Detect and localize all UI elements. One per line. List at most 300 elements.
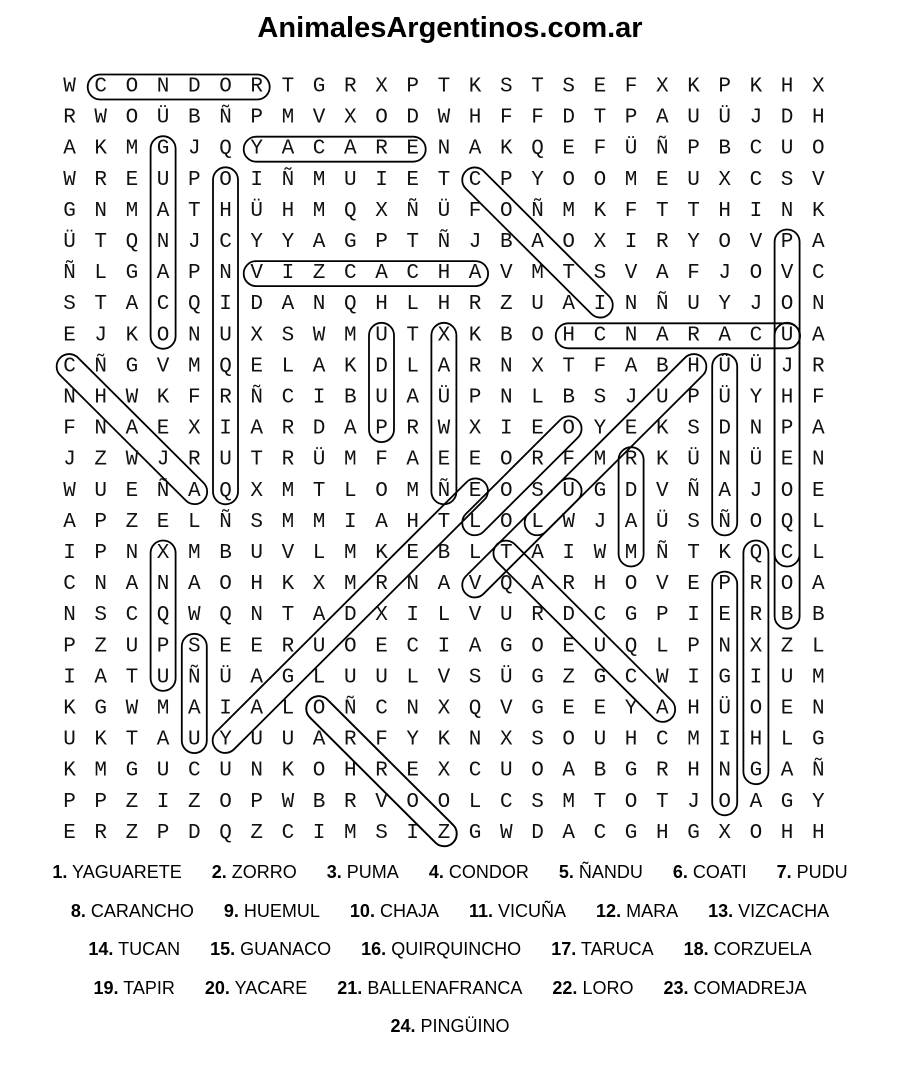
grid-letter[interactable]: M [624,542,638,565]
grid-letter[interactable]: A [343,417,357,441]
grid-letter[interactable]: R [250,75,264,99]
grid-letter[interactable]: G [531,666,544,690]
grid-letter[interactable]: F [499,106,513,130]
grid-letter[interactable]: Ü [624,137,638,161]
grid-letter[interactable]: Z [437,821,451,845]
grid-letter[interactable]: I [63,666,76,690]
grid-letter[interactable]: Ñ [437,479,451,503]
grid-letter[interactable]: Ñ [343,697,357,721]
grid-letter[interactable]: L [187,510,201,534]
grid-letter[interactable]: H [687,355,700,379]
grid-letter[interactable]: Y [250,231,264,254]
grid-letter[interactable]: I [499,417,513,441]
grid-letter[interactable]: A [562,293,576,317]
grid-letter[interactable]: U [343,666,357,690]
grid-letter[interactable]: M [312,199,326,223]
grid-letter[interactable]: Ü [499,666,513,690]
grid-letter[interactable]: X [343,106,357,130]
grid-letter[interactable]: F [687,262,700,286]
grid-letter[interactable]: X [655,75,669,99]
grid-letter[interactable]: H [687,759,700,783]
grid-letter[interactable]: X [811,75,825,99]
grid-letter[interactable]: O [531,635,544,659]
grid-letter[interactable]: T [406,231,420,254]
grid-letter[interactable]: K [655,448,669,472]
grid-letter[interactable]: K [437,728,451,752]
grid-letter[interactable]: U [343,168,357,192]
grid-letter[interactable]: U [562,479,576,503]
grid-letter[interactable]: Y [687,231,700,254]
grid-letter[interactable]: K [468,75,482,99]
grid-letter[interactable]: R [187,448,201,472]
grid-letter[interactable]: V [250,262,264,286]
grid-letter[interactable]: S [375,821,388,845]
grid-letter[interactable]: X [375,604,388,628]
grid-letter[interactable]: T [125,728,139,752]
grid-letter[interactable]: Q [624,635,638,659]
grid-letter[interactable]: N [250,604,264,628]
grid-letter[interactable]: V [655,479,669,503]
grid-letter[interactable]: R [531,448,544,472]
grid-letter[interactable]: N [811,293,825,317]
grid-letter[interactable]: C [811,262,825,286]
grid-letter[interactable]: N [94,573,108,597]
grid-letter[interactable]: E [655,168,669,192]
grid-letter[interactable]: B [655,355,669,379]
grid-letter[interactable]: P [156,821,170,845]
grid-letter[interactable]: R [749,573,763,597]
grid-letter[interactable]: D [780,106,794,130]
grid-letter[interactable]: A [811,324,825,348]
grid-letter[interactable]: P [718,75,732,99]
grid-letter[interactable]: C [499,790,513,814]
grid-letter[interactable]: A [468,262,482,286]
grid-letter[interactable]: G [749,759,763,783]
grid-letter[interactable]: V [499,262,513,286]
grid-letter[interactable]: X [187,417,201,441]
grid-letter[interactable]: A [655,697,669,721]
grid-letter[interactable]: U [687,293,700,317]
grid-letter[interactable]: P [250,106,264,130]
grid-letter[interactable]: Q [156,604,170,628]
grid-letter[interactable]: G [125,355,139,379]
grid-letter[interactable]: R [281,417,295,441]
grid-letter[interactable]: A [156,262,170,286]
grid-letter[interactable]: A [562,759,576,783]
grid-letter[interactable]: E [406,137,420,161]
grid-letter[interactable]: A [624,510,638,534]
grid-letter[interactable]: R [655,231,669,254]
grid-letter[interactable]: C [63,573,76,597]
grid-letter[interactable]: L [312,542,326,565]
grid-letter[interactable]: A [468,635,482,659]
grid-letter[interactable]: Ü [312,448,326,472]
grid-letter[interactable]: L [281,697,295,721]
grid-letter[interactable]: U [156,666,170,690]
grid-letter[interactable]: G [499,635,513,659]
grid-letter[interactable]: A [811,573,825,597]
grid-letter[interactable]: R [219,386,232,410]
grid-letter[interactable]: H [624,728,638,752]
grid-letter[interactable]: T [94,231,108,254]
grid-letter[interactable]: Ñ [156,479,170,503]
grid-letter[interactable]: C [749,137,763,161]
grid-letter[interactable]: S [531,790,544,814]
grid-letter[interactable]: H [437,293,451,317]
grid-letter[interactable]: S [780,168,794,192]
grid-letter[interactable]: Z [780,635,794,659]
grid-letter[interactable]: F [63,417,76,441]
grid-letter[interactable]: N [406,573,420,597]
grid-letter[interactable]: A [406,386,420,410]
grid-letter[interactable]: E [780,697,794,721]
grid-letter[interactable]: T [281,604,295,628]
grid-letter[interactable]: N [499,355,513,379]
grid-letter[interactable]: H [780,75,794,99]
grid-letter[interactable]: X [312,573,326,597]
grid-letter[interactable]: Ñ [219,106,232,130]
grid-letter[interactable]: G [624,604,638,628]
grid-letter[interactable]: I [406,821,420,845]
grid-letter[interactable]: M [187,355,201,379]
grid-letter[interactable]: G [343,231,357,254]
grid-letter[interactable]: O [531,324,544,348]
grid-letter[interactable]: O [156,324,170,348]
grid-letter[interactable]: A [811,417,825,441]
grid-letter[interactable]: Ñ [63,262,76,286]
grid-letter[interactable]: H [655,821,669,845]
grid-letter[interactable]: U [687,106,700,130]
grid-letter[interactable]: E [63,821,76,845]
grid-letter[interactable]: I [687,666,700,690]
grid-letter[interactable]: K [749,75,763,99]
grid-letter[interactable]: W [125,386,139,410]
grid-letter[interactable]: T [125,666,139,690]
grid-letter[interactable]: W [125,448,139,472]
grid-letter[interactable]: H [281,199,295,223]
grid-letter[interactable]: K [499,137,513,161]
grid-letter[interactable]: U [250,728,264,752]
grid-letter[interactable]: E [63,324,76,348]
grid-letter[interactable]: A [125,417,139,441]
grid-letter[interactable]: C [593,604,607,628]
grid-letter[interactable]: L [811,542,825,565]
grid-letter[interactable]: A [281,137,295,161]
grid-letter[interactable]: Ñ [655,293,669,317]
grid-letter[interactable]: T [562,262,576,286]
grid-letter[interactable]: P [406,75,420,99]
grid-letter[interactable]: A [749,790,763,814]
grid-letter[interactable]: L [437,604,451,628]
grid-letter[interactable]: A [811,231,825,254]
grid-letter[interactable]: B [187,106,201,130]
grid-letter[interactable]: H [219,199,232,223]
grid-letter[interactable]: T [687,199,700,223]
grid-letter[interactable]: A [562,821,576,845]
grid-letter[interactable]: B [343,386,357,410]
grid-letter[interactable]: Ñ [655,137,669,161]
grid-letter[interactable]: S [63,293,76,317]
grid-letter[interactable]: G [125,759,139,783]
grid-letter[interactable]: D [624,479,638,503]
grid-letter[interactable]: H [593,573,607,597]
grid-letter[interactable]: Ü [718,106,732,130]
grid-letter[interactable]: N [406,697,420,721]
grid-letter[interactable]: A [718,324,732,348]
grid-letter[interactable]: E [687,573,700,597]
grid-letter[interactable]: I [593,293,607,317]
grid-letter[interactable]: B [499,324,513,348]
grid-letter[interactable]: T [250,448,264,472]
grid-letter[interactable]: L [468,790,482,814]
grid-letter[interactable]: V [499,697,513,721]
grid-letter[interactable]: O [562,231,576,254]
grid-letter[interactable]: I [63,542,76,565]
grid-letter[interactable]: Z [312,262,326,286]
grid-letter[interactable]: I [219,293,232,317]
grid-letter[interactable]: O [718,231,732,254]
grid-letter[interactable]: K [468,324,482,348]
grid-letter[interactable]: O [749,821,763,845]
grid-letter[interactable]: W [281,790,295,814]
grid-letter[interactable]: A [281,293,295,317]
grid-letter[interactable]: U [250,542,264,565]
grid-letter[interactable]: T [437,75,451,99]
grid-letter[interactable]: M [156,697,170,721]
grid-letter[interactable]: A [312,231,326,254]
grid-letter[interactable]: X [468,417,482,441]
grid-letter[interactable]: Ü [219,666,232,690]
grid-letter[interactable]: A [531,231,544,254]
grid-letter[interactable]: A [94,666,108,690]
grid-letter[interactable]: Ü [718,386,732,410]
grid-letter[interactable]: T [562,355,576,379]
grid-letter[interactable]: H [406,510,420,534]
grid-letter[interactable]: R [94,821,108,845]
grid-letter[interactable]: S [499,75,513,99]
grid-letter[interactable]: Ü [655,510,669,534]
grid-letter[interactable]: S [593,262,607,286]
grid-letter[interactable]: G [468,821,482,845]
grid-letter[interactable]: H [562,324,576,348]
grid-letter[interactable]: G [125,262,139,286]
grid-letter[interactable]: Q [468,697,482,721]
grid-letter[interactable]: O [499,510,513,534]
grid-letter[interactable]: W [187,604,201,628]
grid-letter[interactable]: F [375,448,388,472]
grid-letter[interactable]: F [624,199,638,223]
grid-letter[interactable]: M [312,510,326,534]
grid-letter[interactable]: U [780,666,794,690]
grid-letter[interactable]: Q [780,510,794,534]
grid-letter[interactable]: J [187,231,201,254]
grid-letter[interactable]: E [406,542,420,565]
grid-letter[interactable]: H [780,821,794,845]
grid-letter[interactable]: R [687,324,700,348]
grid-letter[interactable]: Y [250,137,264,161]
grid-letter[interactable]: O [749,510,763,534]
grid-letter[interactable]: C [281,821,295,845]
grid-letter[interactable]: J [780,355,794,379]
grid-letter[interactable]: G [94,697,108,721]
grid-letter[interactable]: H [250,573,264,597]
grid-letter[interactable]: U [219,759,232,783]
grid-letter[interactable]: H [94,386,108,410]
grid-letter[interactable]: D [187,75,201,99]
grid-letter[interactable]: J [187,137,201,161]
grid-letter[interactable]: M [562,790,576,814]
grid-letter[interactable]: A [187,479,201,503]
grid-letter[interactable]: N [437,137,451,161]
grid-letter[interactable]: H [811,821,825,845]
grid-letter[interactable]: E [811,479,825,503]
grid-letter[interactable]: R [655,759,669,783]
grid-letter[interactable]: Q [749,542,763,565]
grid-letter[interactable]: K [375,542,388,565]
grid-letter[interactable]: O [624,790,638,814]
grid-letter[interactable]: S [687,510,700,534]
grid-letter[interactable]: Ü [687,448,700,472]
grid-letter[interactable]: W [593,542,607,565]
grid-letter[interactable]: F [624,75,638,99]
grid-letter[interactable]: W [94,106,108,130]
grid-letter[interactable]: R [281,448,295,472]
grid-letter[interactable]: Z [94,448,108,472]
grid-letter[interactable]: N [624,293,638,317]
grid-letter[interactable]: N [749,417,763,441]
grid-letter[interactable]: X [437,759,451,783]
grid-letter[interactable]: P [780,231,794,254]
grid-letter[interactable]: A [156,728,170,752]
grid-letter[interactable]: Z [499,293,513,317]
grid-letter[interactable]: O [562,728,576,752]
grid-letter[interactable]: S [531,728,544,752]
grid-letter[interactable]: A [156,199,170,223]
grid-letter[interactable]: O [312,697,326,721]
grid-letter[interactable]: U [63,728,76,752]
grid-letter[interactable]: B [780,604,794,628]
grid-letter[interactable]: R [94,168,108,192]
grid-letter[interactable]: Z [250,821,264,845]
grid-letter[interactable]: I [749,666,763,690]
grid-letter[interactable]: G [593,666,607,690]
grid-letter[interactable]: Q [531,137,544,161]
grid-letter[interactable]: P [718,573,732,597]
grid-letter[interactable]: K [125,324,139,348]
grid-letter[interactable]: H [811,106,825,130]
grid-letter[interactable]: U [780,137,794,161]
grid-letter[interactable]: V [312,106,326,130]
grid-letter[interactable]: C [749,168,763,192]
grid-letter[interactable]: A [250,666,264,690]
grid-letter[interactable]: M [406,479,420,503]
grid-letter[interactable]: O [562,417,576,441]
grid-letter[interactable]: J [593,510,607,534]
grid-letter[interactable]: S [468,666,482,690]
grid-letter[interactable]: J [63,448,76,472]
grid-letter[interactable]: W [63,479,76,503]
grid-letter[interactable]: Ñ [531,199,544,223]
grid-letter[interactable]: J [468,231,482,254]
grid-letter[interactable]: O [219,168,232,192]
grid-letter[interactable]: G [687,821,700,845]
grid-letter[interactable]: O [749,262,763,286]
grid-letter[interactable]: K [94,137,108,161]
grid-letter[interactable]: G [718,666,732,690]
grid-letter[interactable]: A [406,448,420,472]
grid-letter[interactable]: M [562,199,576,223]
grid-letter[interactable]: O [219,573,232,597]
grid-letter[interactable]: P [63,635,76,659]
grid-letter[interactable]: U [156,759,170,783]
grid-letter[interactable]: N [156,573,170,597]
grid-letter[interactable]: L [312,666,326,690]
grid-letter[interactable]: B [562,386,576,410]
grid-letter[interactable]: Ñ [811,759,825,783]
grid-letter[interactable]: K [156,386,170,410]
grid-letter[interactable]: V [375,790,388,814]
grid-letter[interactable]: G [624,821,638,845]
grid-letter[interactable]: N [312,293,326,317]
grid-letter[interactable]: O [780,479,794,503]
grid-letter[interactable]: R [406,417,420,441]
grid-letter[interactable]: M [343,821,357,845]
grid-letter[interactable]: X [499,728,513,752]
grid-letter[interactable]: R [468,355,482,379]
grid-letter[interactable]: P [187,168,201,192]
grid-letter[interactable]: U [780,324,794,348]
grid-letter[interactable]: C [219,231,232,254]
grid-letter[interactable]: O [531,759,544,783]
grid-letter[interactable]: V [437,666,451,690]
grid-letter[interactable]: E [406,168,420,192]
grid-letter[interactable]: G [281,666,295,690]
grid-letter[interactable]: S [281,324,295,348]
grid-letter[interactable]: C [156,293,170,317]
grid-letter[interactable]: L [811,510,825,534]
grid-letter[interactable]: T [531,75,544,99]
grid-letter[interactable]: U [687,168,700,192]
grid-letter[interactable]: N [156,75,170,99]
grid-letter[interactable]: A [125,293,139,317]
grid-letter[interactable]: U [94,479,108,503]
grid-letter[interactable]: A [250,697,264,721]
grid-letter[interactable]: T [312,479,326,503]
grid-letter[interactable]: D [312,417,326,441]
grid-letter[interactable]: I [375,168,388,192]
grid-letter[interactable]: R [375,137,388,161]
grid-letter[interactable]: O [499,448,513,472]
grid-letter[interactable]: X [437,697,451,721]
grid-letter[interactable]: H [718,199,732,223]
grid-letter[interactable]: Z [94,635,108,659]
grid-letter[interactable]: W [437,417,451,441]
grid-letter[interactable]: U [593,728,607,752]
grid-letter[interactable]: M [343,573,357,597]
grid-letter[interactable]: Q [187,293,201,317]
grid-letter[interactable]: Y [406,728,420,752]
grid-letter[interactable]: N [250,759,264,783]
grid-letter[interactable]: Ñ [219,510,232,534]
grid-letter[interactable]: Ñ [718,510,732,534]
grid-letter[interactable]: K [687,75,700,99]
grid-letter[interactable]: A [375,262,388,286]
grid-letter[interactable]: Z [562,666,576,690]
grid-letter[interactable]: E [156,510,170,534]
grid-letter[interactable]: X [749,635,763,659]
grid-letter[interactable]: Y [624,697,638,721]
grid-letter[interactable]: E [125,168,139,192]
